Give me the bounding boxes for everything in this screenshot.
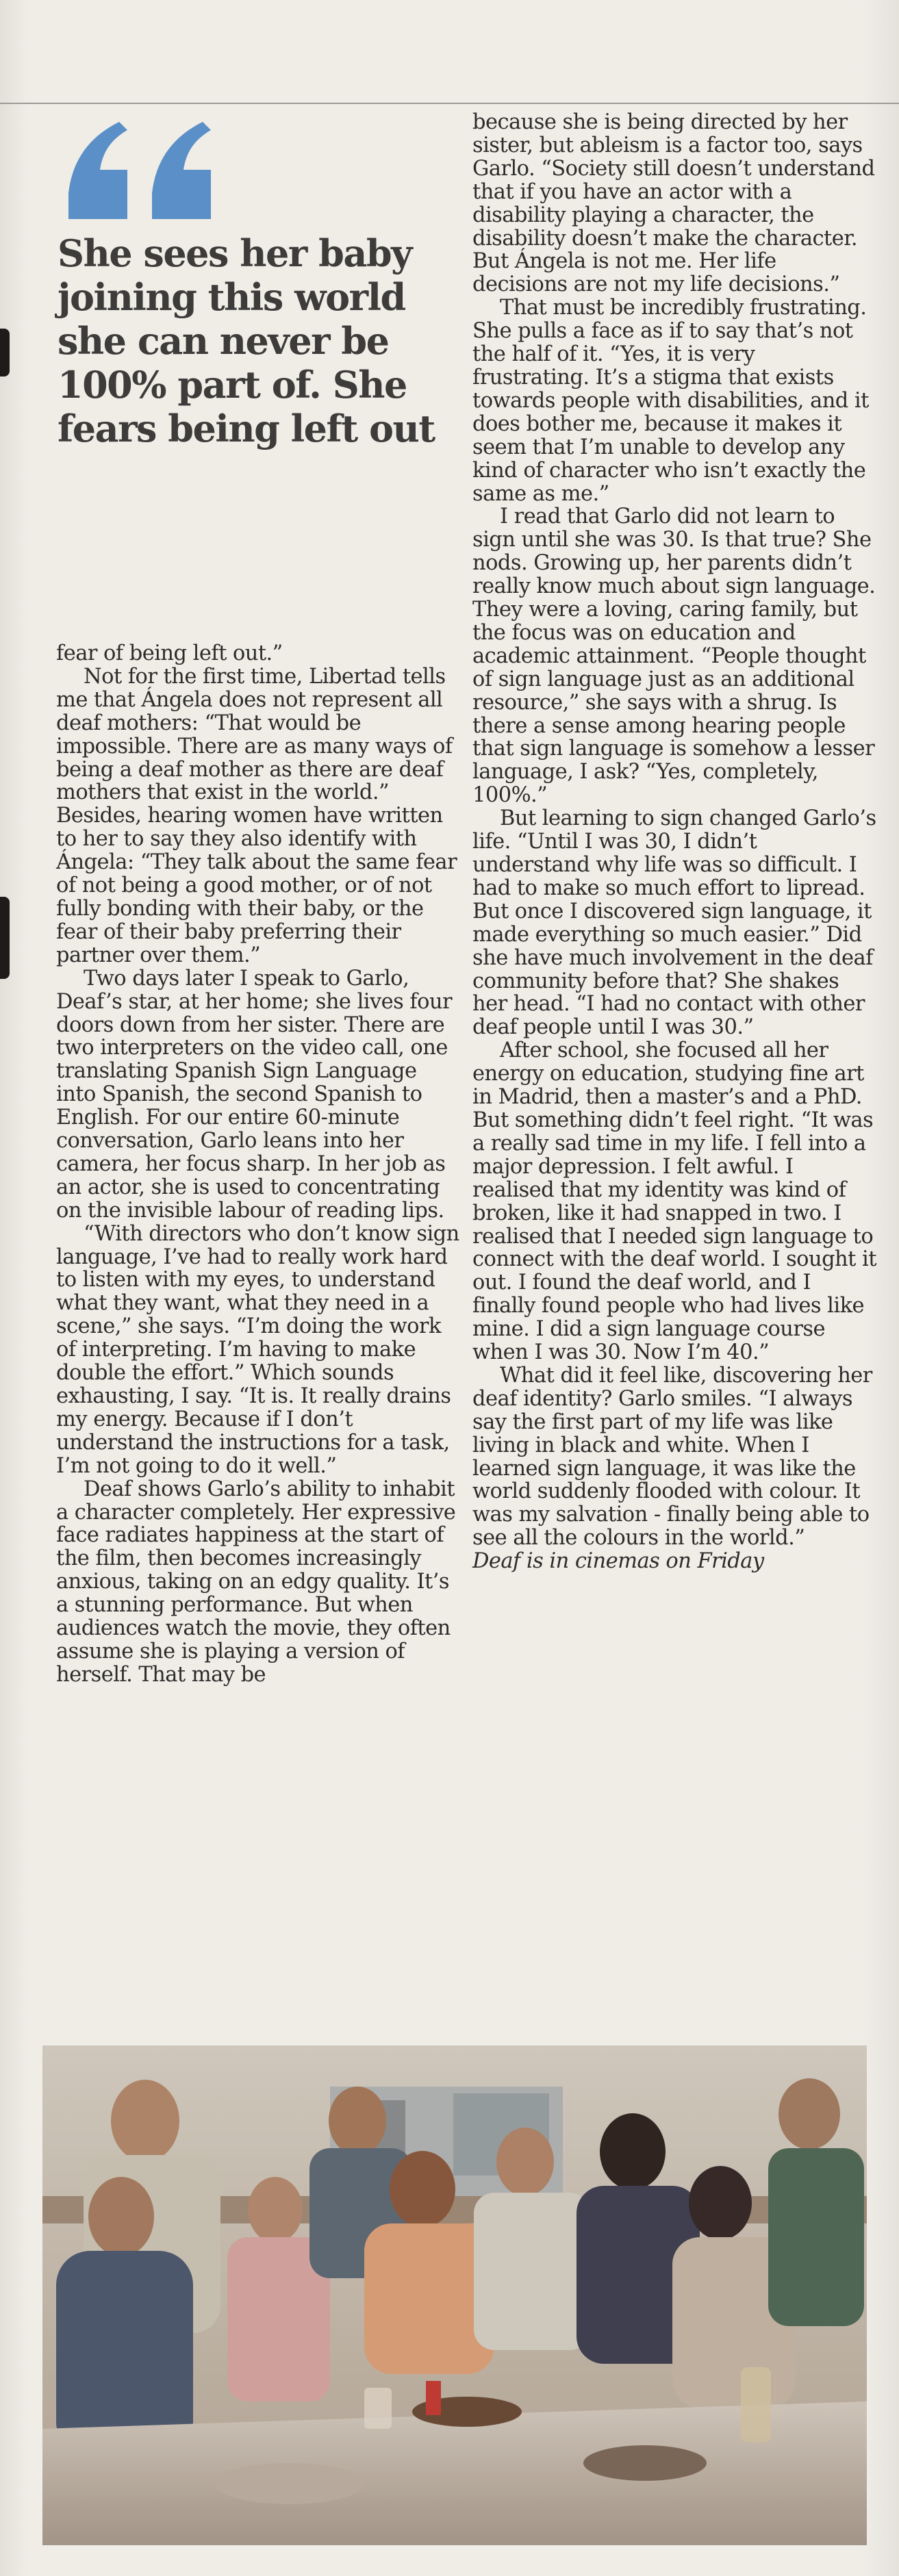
article-column-right [472, 111, 876, 1573]
paragraph: But learning to sign changed Garlo’s life. “Until I was 30, I didn’t understand why life was so difficult. I had to make so much effort to lipread. But once I discovered sign language, it made everything so much easier.” Did she have much involvement in the deaf community before that? She shakes her head. “I had no contact with other deaf people until I was 30.” [472, 806, 876, 1040]
party-scene-image [42, 2045, 867, 2545]
quote-marks-icon [62, 116, 233, 226]
pull-quote-text: She sees her baby joining this world she can never be 100% part of. She fears being left out [58, 231, 435, 450]
paragraph: because she is being directed by her sister, but ableism is a factor too, says Garlo. “Society still doesn’t understand that if you have an actor with a disability playing a character, the disability doesn’t make the character. But Ángela is not me. Her life decisions are not my life decisions.” [472, 110, 875, 297]
paragraph: That must be incredibly frustrating. She pulls a face as if to say that’s not the half of it. “Yes, it is very frustrating. It’s a stigma that exists towards people with disabilities, and it does bother me, because it makes it seem that I’m unable to develop any kind of character who isn’t exactly the same as me.” [472, 296, 869, 506]
film-credit: Deaf is in cinemas on Friday [472, 1549, 764, 1574]
paragraph: Not for the first time, Libertad tells me that Ángela does not represent all deaf mothers: “That would be impossible. There are as many ways of being a deaf mother as there are deaf mothers that exist in the world.” Besides, hearing women have written to her to say they also identify with Ángela: “They talk about the same fear of not being a good mother, or of not fully bonding with their baby, or the fear of their baby preferring their partner over them.” [56, 664, 457, 967]
paragraph: After school, she focused all her energy on education, studying fine art in Madrid, then a master’s and a PhD. But something didn’t feel right. “It was a really sad time in my life. I fell into a major depression. I felt awful. I realised that my identity was kind of broken, like it had snapped in two. I realised that I needed sign language to connect with the deaf world. I sought it out. I found the deaf world, and I finally found people who had lives like mine. I did a sign language course when I was 30. Now I’m 40.” [472, 1038, 876, 1365]
page-edge-mark [0, 329, 10, 377]
paragraph: Deaf shows Garlo’s ability to inhabit a character completely. Her expressive face radiates happiness at the start of the film, then becomes increasingly anxious, taking on an edgy quality. It’s a stunning performance. But when audiences watch the movie, they often assume she is playing a version of herself. That may be [56, 1477, 456, 1687]
paragraph: What did it feel like, discovering her deaf identity? Garlo smiles. “I always say the first part of my life was like living in black and white. When I learned sign language, it was like the world suddenly flooded with colour. It was my salvation - finally being able to see all the colours in the world.” [472, 1363, 872, 1551]
paragraph: Two days later I speak to Garlo, Deaf’s star, at her home; she lives four doors down from her sister. There are two interpreters on the video call, one translating Spanish Sign Language into Spanish, the second Spanish to English. For our entire 60-minute conversation, Garlo leans into her camera, her focus sharp. In her job as an actor, she is used to concentrating on the invisible labour of reading lips. [56, 966, 453, 1223]
page-edge-mark [0, 897, 10, 979]
paragraph: “With directors who don’t know sign language, I’ve had to really work hard to listen with my eyes, to understand what they want, what they need in a scene,” she says. “I’m doing the work of interpreting. I’m having to make double the effort.” Which sounds exhausting, I say. “It is. It really drains my energy. Because if I don’t understand the instructions for a task, I’m not going to do it well.” [56, 1221, 459, 1478]
top-rule [0, 103, 899, 104]
article-column-left [56, 642, 460, 1687]
article-photo [42, 2045, 867, 2545]
paragraph: I read that Garlo did not learn to sign until she was 30. Is that true? She nods. Growing up, her parents didn’t really know much about sign language. They were a loving, caring family, but the focus was on education and academic attainment. “People thought of sign language just as an additional resource,” she says with a shrug. Is there a sense among hearing people that sign language is somehow a lesser language, I ask? “Yes, completely, 100%.” [472, 505, 876, 808]
paragraph: fear of being left out.” [56, 641, 283, 665]
